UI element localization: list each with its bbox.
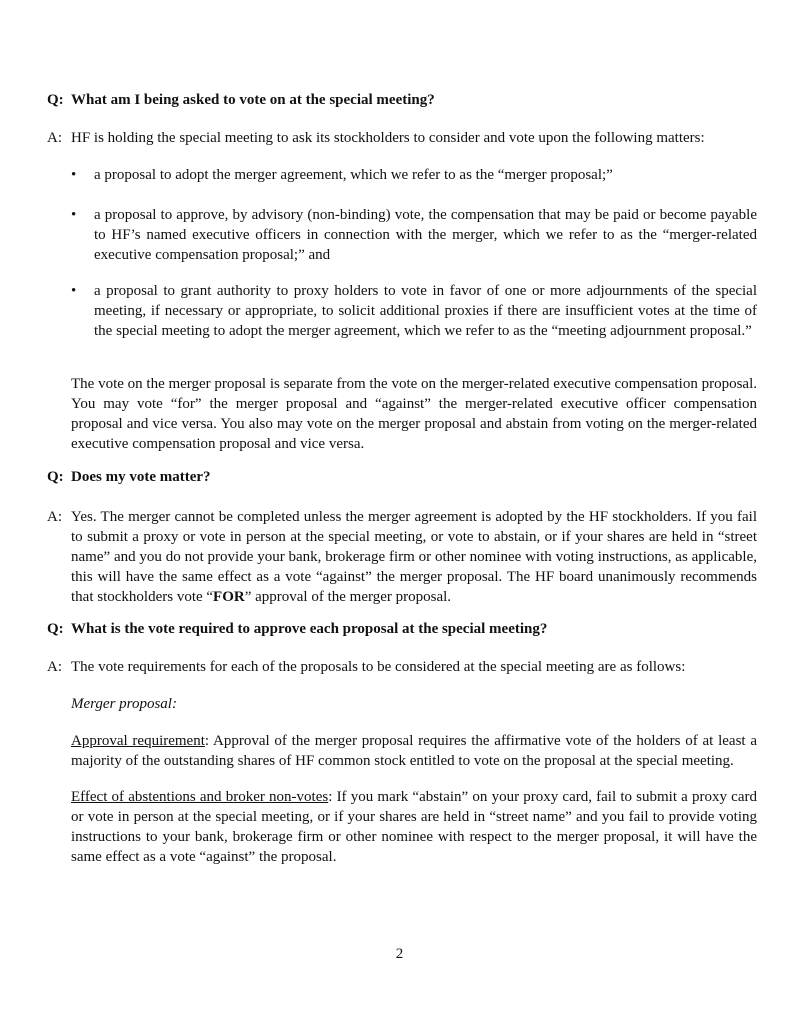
question-text: What is the vote required to approve each proposal at the special meeting?: [71, 621, 548, 637]
bullet-item: [71, 205, 757, 265]
answer-2: [47, 507, 757, 607]
question-1: [47, 90, 767, 110]
effect-text: : If you mark “abstain” on your proxy card, fail to submit a proxy card or vote in person at the special meeting, or if your shares are held in “street name” and you fail to provide voting instructions to your bank, brokerage firm or other nominee with respect to the merger proposal, it will have the same effect as a vote “against” the proposal.: [71, 789, 757, 865]
answer-label: A:: [47, 509, 62, 525]
question-label: Q:: [47, 92, 64, 108]
answer-2-text: [71, 507, 757, 607]
bullet-text: a proposal to grant authority to proxy holders to vote in favor of one or more adjournments of the special meeting, if necessary or appropriate, to solicit additional proxies if there are insufficient votes at the time of the special meeting to adopt the merger agreement, which we refer to as the “meeting adjournment proposal.”: [94, 283, 757, 339]
bullet-item: [71, 165, 757, 185]
effect-label: Effect of abstentions and broker non-votes: [71, 789, 329, 805]
answer-2-text-part: ” approval of the merger proposal.: [244, 589, 452, 605]
approval-text: : Approval of the merger proposal requires the affirmative vote of the holders of at least a majority of the outstanding shares of HF common stock entitled to vote on the proposal at the special meeting.: [71, 733, 758, 769]
answer-label: A:: [47, 130, 62, 146]
question-text: What am I being asked to vote on at the special meeting?: [71, 92, 435, 108]
bullet-symbol: •: [71, 283, 77, 299]
question-label: Q:: [47, 469, 64, 485]
question-label: Q:: [47, 621, 64, 637]
answer-1: [47, 128, 757, 148]
answer-1-closing: The vote on the merger proposal is separate from the vote on the merger-related executive compensation proposal. You may vote “for” the merger proposal and “against” the merger-related executive officer compensation proposal and vice versa. You also may vote on the merger proposal and abstain from voting on the merger-related executive compensation proposal and vice versa.: [71, 376, 757, 452]
answer-3: [47, 657, 757, 677]
bullet-text: a proposal to adopt the merger agreement, which we refer to as the “merger proposal;”: [94, 167, 613, 183]
approval-label: Approval requirement: [71, 733, 205, 749]
bullet-item: [71, 281, 757, 341]
bullet-symbol: •: [71, 207, 77, 223]
approval-requirement: [71, 731, 757, 771]
answer-label: A:: [47, 659, 62, 675]
effect-of-abstentions: [71, 787, 757, 867]
answer-1-intro: HF is holding the special meeting to ask its stockholders to consider and vote upon the following matters:: [71, 130, 705, 146]
merger-proposal-subheading: Merger proposal:: [71, 696, 177, 712]
question-text: Does my vote matter?: [71, 469, 211, 485]
answer-3-intro: The vote requirements for each of the proposals to be considered at the special meeting are as follows:: [71, 659, 686, 675]
page-number: 2: [395, 946, 404, 962]
answer-2-bold: FOR: [213, 589, 245, 605]
bullet-symbol: •: [71, 167, 77, 183]
bullet-text: a proposal to approve, by advisory (non-binding) vote, the compensation that may be paid or become payable to HF’s named executive officers in connection with the merger, which we refer to as the “merger-related executive compensation proposal;” and: [94, 207, 757, 263]
question-2: [47, 467, 767, 487]
answer-2-text-part: Yes. The merger cannot be completed unless the merger agreement is adopted by the HF stockholders. If you fail to submit a proxy or vote in person at the special meeting, or vote to abstain, or if your shares are held in “street name” and you do not provide your bank, brokerage firm or other nominee with voting instructions, as applicable, this will have the same effect as a vote “against” the merger proposal. The HF board unanimously recommends that stockholders vote “: [71, 509, 757, 605]
question-3: [47, 619, 767, 639]
